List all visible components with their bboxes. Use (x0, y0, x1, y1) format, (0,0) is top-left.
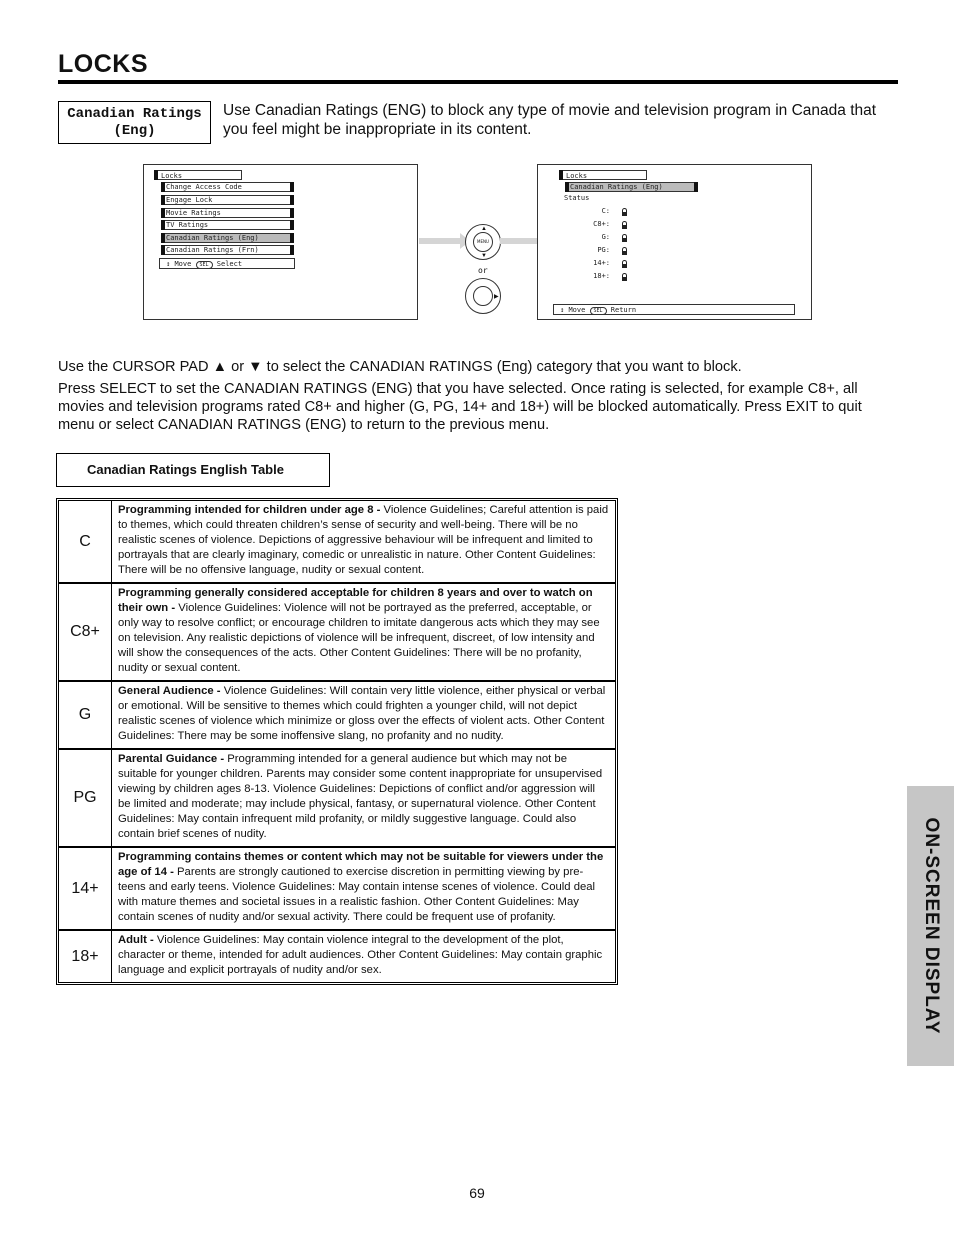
arrow-right-icon (419, 238, 461, 244)
rating-body: Violence Guidelines: Violence will not be portrayed as the preferred, acceptable, or only way to resolve conflict; or encourage children to imitate dangerous acts which they may see on television. Any realistic depictions of violence will be infrequent, discreet, of low intensity and will show the consequences of the acts. Other Content Guidelines: There will be no profanity, nudity or sexual content. (118, 602, 600, 674)
topic-label-box (58, 101, 211, 144)
rating-body: Programming intended for a general audience but which may not be suitable for younger children. Parents may consider some content inappropriate for unsupervised viewing by children ages 8-13. Violence Guidelines: Depictions of conflict and/or aggression will be limited and moderate; may include physical, fantasy, or supernatural violence. Other Content Guidelines: May contain infrequent mild profanity, or mildly suggestive language. Could also contain brief scenes of nudity. (118, 753, 603, 840)
rating-description (112, 848, 615, 929)
menu-footer (553, 304, 795, 315)
updown-icon: ↕ (560, 306, 565, 314)
menu-item-canadian-ratings-frn[interactable]: Canadian Ratings (Frn) (161, 245, 294, 255)
rating-description (112, 682, 615, 748)
rating-code: C8+ (59, 584, 112, 680)
rating-g-label: G: (601, 233, 610, 241)
lock-icon[interactable] (622, 264, 627, 268)
cursor-pad-icon (465, 278, 501, 314)
menu-footer (159, 258, 295, 269)
table-title: Canadian Ratings English Table (56, 453, 330, 487)
status-label: Status (564, 194, 590, 202)
rating-description (112, 501, 615, 582)
rating-heading: Adult - (118, 934, 157, 946)
lock-icon[interactable] (622, 225, 627, 229)
table-row (59, 584, 615, 682)
instruction-line-1: Use the CURSOR PAD ▲ or ▼ to select the CANADIAN RATINGS (Eng) category that you want to block. (58, 359, 742, 375)
menu-item-canadian-ratings-eng[interactable]: Canadian Ratings (Eng) (565, 182, 698, 192)
rating-heading: Programming intended for children under age 8 - (118, 504, 384, 516)
section-side-tab (907, 786, 954, 1066)
menu-item-movie-ratings[interactable]: Movie Ratings (161, 208, 294, 218)
side-tab-label: ON-SCREEN DISPLAY (920, 817, 942, 1035)
topic-label-line2: (Eng) (113, 123, 156, 139)
rating-description (112, 750, 615, 846)
footer-move-label: Move (174, 260, 192, 268)
pad-up-mark: ▲ (481, 226, 487, 232)
updown-icon: ↕ (166, 260, 171, 268)
menu-item-tv-ratings[interactable]: TV Ratings (161, 220, 294, 230)
menu-title: Locks (559, 170, 647, 180)
lock-icon[interactable] (622, 212, 627, 216)
rating-heading: Parental Guidance - (118, 753, 228, 765)
rating-code: C (59, 501, 112, 582)
cursor-pad-center (473, 286, 493, 306)
arrow-right-icon (500, 238, 542, 244)
pad-down-mark: ▼ (481, 253, 487, 259)
lock-icon[interactable] (622, 251, 627, 255)
rating-body: Parents are strongly cautioned to exercise discretion in permitting viewing by pre-teens and early teens. Violence Guidelines: May contain intense scenes of violence. Could deal with mature themes and societal issues in a realistic fashion. Other Content Guidelines: May contain scenes of nudity and/or sexual activity. There could be frequent use of profanity. (118, 866, 596, 923)
table-row (59, 501, 615, 584)
ratings-table (56, 498, 618, 985)
rating-code: PG (59, 750, 112, 846)
sel-button-icon: SEL (590, 307, 607, 315)
title-rule (58, 80, 898, 84)
footer-action-label: Return (610, 306, 637, 314)
rating-pg-label: PG: (597, 246, 610, 254)
rating-c8-label: C8+: (593, 220, 610, 228)
footer-move-label: Move (568, 306, 586, 314)
page-number: 69 (469, 1185, 485, 1201)
lock-icon[interactable] (622, 238, 627, 242)
rating-code: G (59, 682, 112, 748)
table-row (59, 682, 615, 750)
footer-action-label: Select (216, 260, 243, 268)
rating-code: 14+ (59, 848, 112, 929)
lock-icon[interactable] (622, 277, 627, 281)
rating-heading: General Audience - (118, 685, 224, 697)
menu-screen-canadian-ratings (537, 164, 812, 320)
rating-body: Violence Guidelines: Will contain very little violence, either physical or verbal or emotional. Will be sensitive to themes which could frighten a younger child, will not depict realistic scenes of violence which minimize or gloss over the effects of violent acts. Other Content Guidelines: There may be some inoffensive slang, no profanity and no nudity. (118, 685, 606, 742)
rating-heading: Programming generally considered acceptable for children 8 years and over to watch on their own - (118, 587, 593, 614)
rating-description (112, 584, 615, 680)
rating-c-label: C: (601, 207, 610, 215)
topic-label-line1: Canadian Ratings (67, 106, 202, 122)
menu-item-canadian-ratings-eng[interactable]: Canadian Ratings (Eng) (161, 233, 294, 243)
rating-14-label: 14+: (593, 259, 610, 267)
menu-pad-label: MENU (473, 232, 493, 252)
table-row (59, 848, 615, 931)
instruction-line-2: Press SELECT to set the CANADIAN RATINGS (ENG) that you have selected. Once rating is selected, for example C8+, all movies and television programs rated C8+ and higher (G, PG, 14+ and 18+) will be blocked automatically. Press EXIT to quit menu or select CANADIAN RATINGS (ENG) to return to the previous menu. (58, 381, 862, 433)
table-row (59, 750, 615, 848)
rating-body: Violence Guidelines; Careful attention is paid to themes, which could threaten children’s sense of security and well-being. There will be no realistic scenes of violence. Depictions of aggressive behaviour will be infrequent and limited to portrayals that are clearly imaginary, comedic or unrealistic in nature. Other Content Guidelines: There will be no offensive language, nudity or sexual content. (118, 504, 609, 576)
menu-screen-locks (143, 164, 418, 320)
menu-item-engage-lock[interactable]: Engage Lock (161, 195, 294, 205)
menu-item-change-access-code[interactable]: Change Access Code (161, 182, 294, 192)
page-title: LOCKS (58, 50, 148, 78)
rating-code: 18+ (59, 931, 112, 982)
pad-right-mark: ▶ (494, 294, 499, 300)
menu-title: Locks (154, 170, 242, 180)
intro-text: Use Canadian Ratings (ENG) to block any type of movie and television program in Canada that you feel might be inappropriate in its content. (223, 102, 877, 138)
or-label: or (478, 266, 488, 275)
rating-heading: Programming contains themes or content which may not be suitable for viewers under the age of 14 - (118, 851, 604, 878)
ratings-table-body (58, 500, 616, 983)
rating-18-label: 18+: (593, 272, 610, 280)
menu-pad-icon (465, 224, 501, 260)
rating-body: Violence Guidelines: May contain violence integral to the development of the plot, character or theme, intended for adult audiences. Other Content Guidelines: May contain graphic language and explicit portrayals of nudity and/or sex. (118, 934, 603, 976)
sel-button-icon: SEL (196, 261, 213, 269)
table-row (59, 931, 615, 982)
rating-description (112, 931, 615, 982)
